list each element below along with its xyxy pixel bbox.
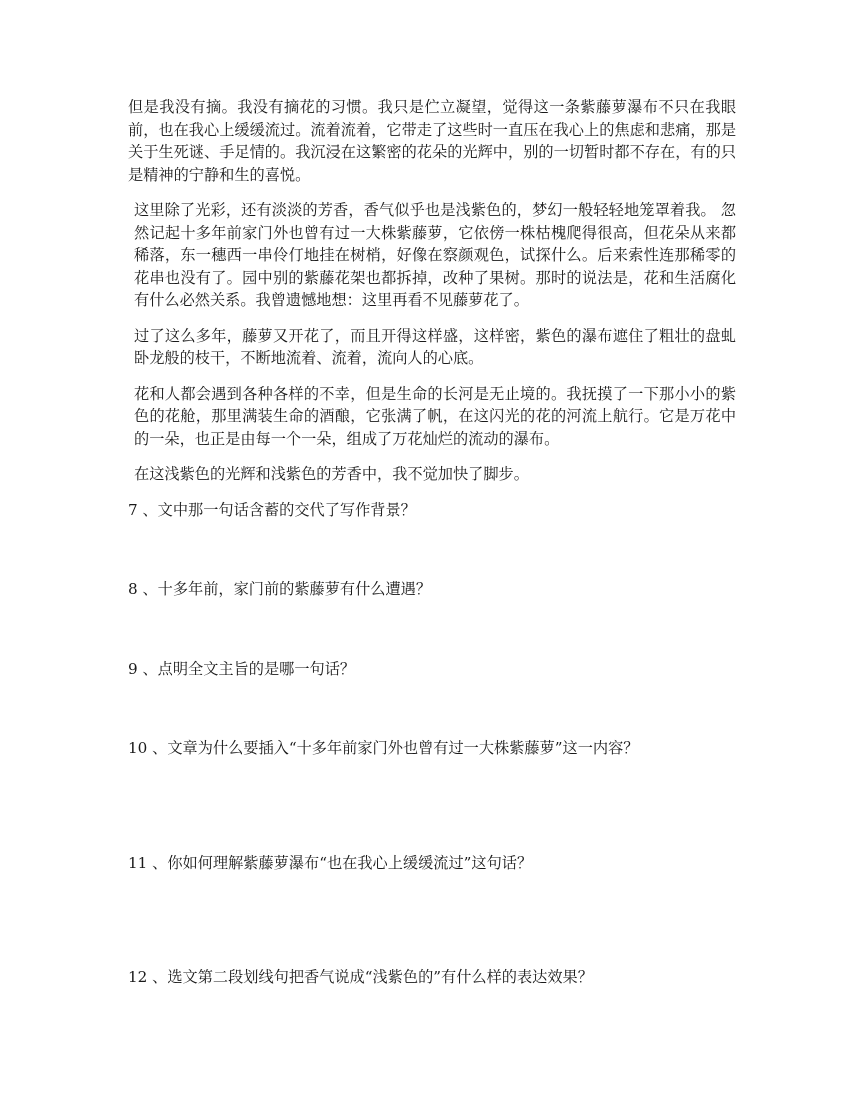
passage xyxy=(128,96,736,486)
question-11: 11 、你如何理解紫藤萝瀑布“也在我心上缓缓流过”这句话？ xyxy=(128,853,533,872)
question-12: 12 、选文第二段划线句把香气说成“浅紫色的”有什么样的表达效果？ xyxy=(128,968,593,986)
answer-space xyxy=(128,874,736,966)
passage-paragraph: 这里除了光彩，还有淡淡的芳香，香气似乎也是浅紫色的，梦幻一般轻轻地笼罩着我。 忽然记起十多年前家门外也曾有过一大株紫藤萝，它依傍一株枯槐爬得很高，但花朵从来都稀落，东一穗西一串伶仃地挂在树梢，好像在察颜观色，试探什么。后来索性连那稀零的花串也没有了。园中别的紫藤花架也都拆掉，改种了果树。那时的说法是，花和生活腐化有什么必然关系。我曾遗憾地想：这里再看不见藤萝花了。 xyxy=(134,201,736,309)
answer-space xyxy=(128,601,736,658)
passage-paragraph: 但是我没有摘。我没有摘花的习惯。我只是伫立凝望，觉得这一条紫藤萝瀑布不只在我眼前，也在我心上缓缓流过。流着流着，它带走了这些时一直压在我心上的焦虑和悲痛，那是关于生死谜、手足情的。我沉浸在这繁密的花朵的光辉中，别的一切暂时都不存在，有的只是精神的宁静和生的喜悦。 xyxy=(128,98,736,184)
answer-space xyxy=(128,760,736,852)
document-page xyxy=(128,96,736,989)
question-list xyxy=(128,499,736,989)
question-9: 9 、点明全文主旨的是哪一句话？ xyxy=(128,659,356,678)
question-10: 10 、文章为什么要插入“十多年前家门外也曾有过一大株紫藤萝”这一内容？ xyxy=(128,739,639,757)
answer-space xyxy=(128,521,736,578)
passage-paragraph: 花和人都会遇到各种各样的不幸，但是生命的长河是无止境的。我抚摸了一下那小小的紫色的花舱，那里满装生命的酒酿，它张满了帆，在这闪光的花的河流上航行。它是万花中的一朵，也正是由每一个一朵，组成了万花灿烂的流动的瀑布。 xyxy=(134,384,736,448)
question-8: 8 、十多年前，家门前的紫藤萝有什么遭遇？ xyxy=(128,580,432,598)
question-7: 7 、文中那一句话含蓄的交代了写作背景？ xyxy=(128,500,416,519)
answer-space xyxy=(128,680,736,737)
passage-paragraph: 在这浅紫色的光辉和浅紫色的芳香中，我不觉加快了脚步。 xyxy=(134,465,529,483)
passage-paragraph: 过了这么多年，藤萝又开花了，而且开得这样盛，这样密，紫色的瀑布遮住了粗壮的盘虬卧龙般的枝干，不断地流着、流着，流向人的心底。 xyxy=(134,326,736,367)
